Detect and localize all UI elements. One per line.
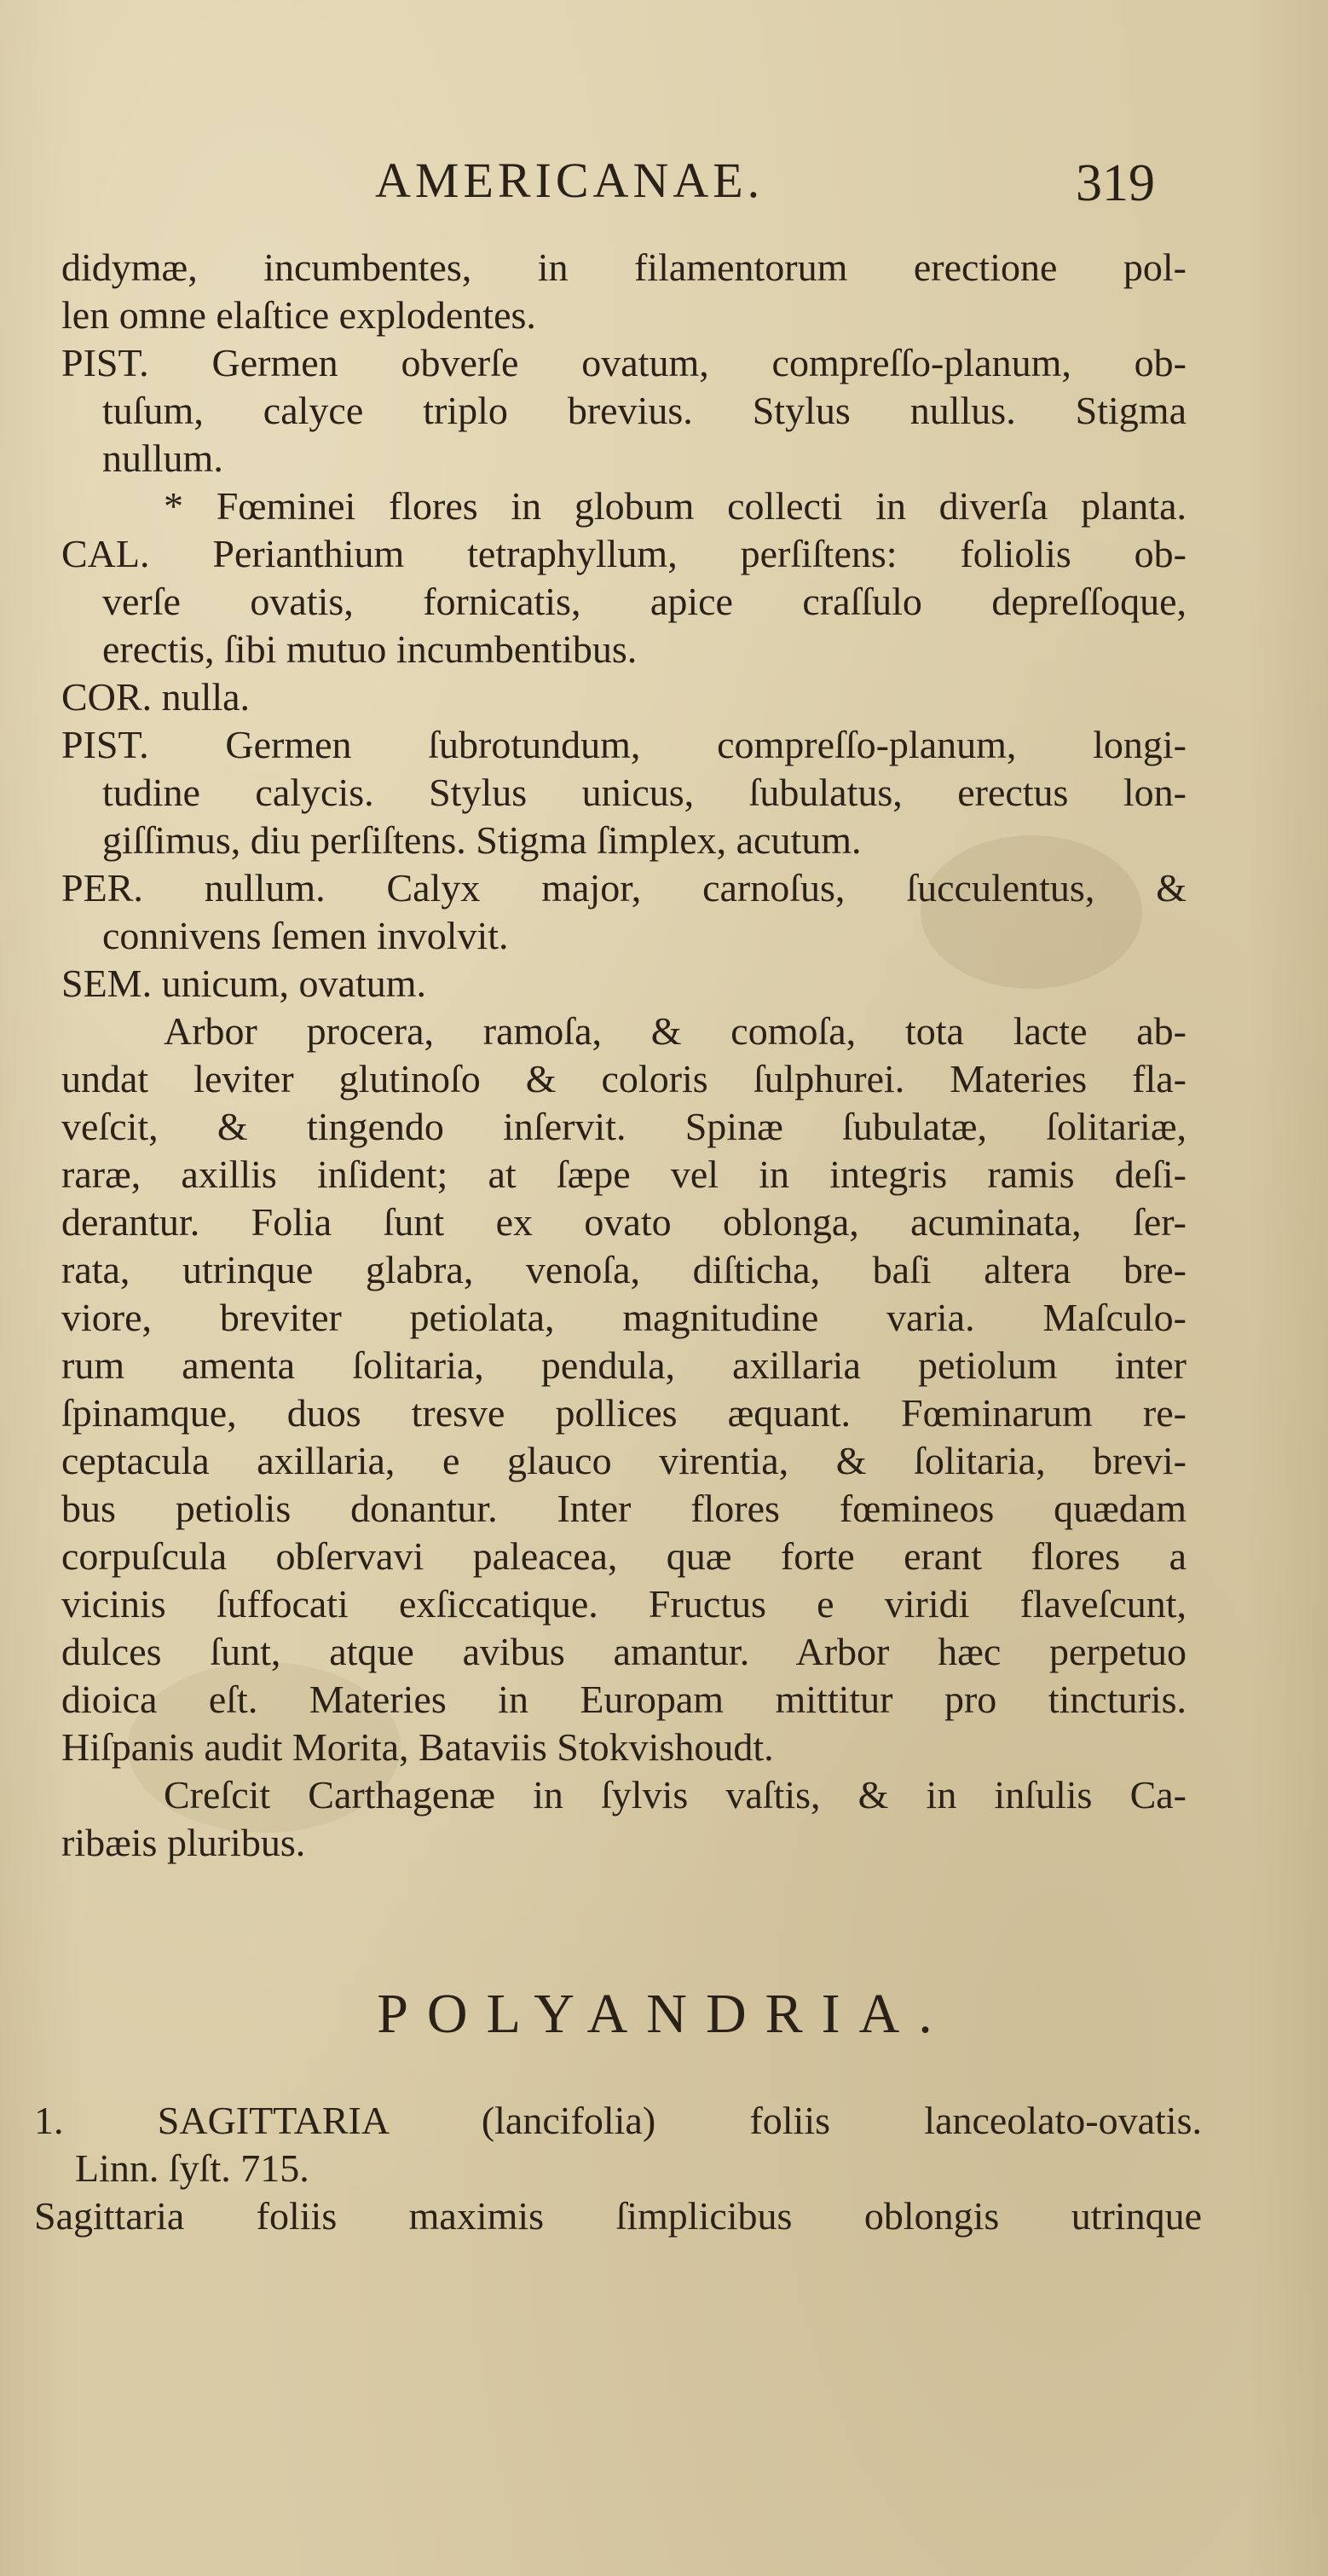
text-line: PER. nullum. Calyx major, carnoſus, ſucculentus, &: [61, 866, 1187, 910]
text-line: verſe ovatis, fornicatis, apice craſſulo depreſſoque,: [102, 580, 1187, 623]
text-line: ceptacula axillaria, e glauco virentia, & ſolitaria, brevi-: [61, 1439, 1187, 1482]
text-line: vicinis ſuffocati exſiccatique. Fructus e viridi flaveſcunt,: [61, 1582, 1187, 1626]
text-line: 1. SAGITTARIA (lancifolia) foliis lanceolato-ovatis.: [34, 2099, 1202, 2142]
text-line: connivens ſemen involvit.: [102, 914, 509, 957]
text-line: rum amenta ſolitaria, pendula, axillaria petiolum inter: [61, 1343, 1187, 1387]
text-line: corpuſcula obſervavi paleacea, quæ forte erant flores a: [61, 1534, 1187, 1578]
text-line: nullum.: [102, 436, 223, 480]
text-line: erectis, ſibi mutuo incumbentibus.: [102, 627, 638, 671]
text-line: tudine calycis. Stylus unicus, ſubulatus, erectus lon-: [102, 771, 1187, 814]
page-header: [0, 143, 1328, 220]
text-line: derantur. Folia ſunt ex ovato oblonga, acuminata, ſer-: [61, 1200, 1187, 1244]
text-line: didymæ, incumbentes, in filamentorum erectione pol-: [61, 245, 1187, 289]
text-line: ribæis pluribus.: [61, 1821, 306, 1864]
text-line: Arbor procera, ramoſa, & comoſa, tota lacte ab-: [164, 1009, 1187, 1053]
text-line: undat leviter glutinoſo & coloris ſulphurei. Materies fla-: [61, 1057, 1187, 1100]
text-line: ſpinamque, duos tresve pollices æquant. Fœminarum re-: [61, 1391, 1187, 1435]
text-line: veſcit, & tingendo inſervit. Spinæ ſubulatæ, ſolitariæ,: [61, 1105, 1187, 1148]
text-line: Sagittaria foliis maximis ſimplicibus oblongis utrinque: [34, 2194, 1202, 2238]
text-line: bus petiolis donantur. Inter flores fœmineos quædam: [61, 1487, 1187, 1530]
section-title: POLYANDRIA.: [377, 1983, 951, 2045]
text-line: len omne elaſtice explodentes.: [61, 293, 536, 337]
text-line: Linn. ſyſt. 715.: [75, 2146, 309, 2190]
text-line: giſſimus, diu perſiſtens. Stigma ſimplex, acutum.: [102, 818, 862, 862]
text-line: rata, utrinque glabra, venoſa, diſticha, baſi altera bre-: [61, 1248, 1187, 1291]
text-line: dioica eſt. Materies in Europam mittitur pro tincturis.: [61, 1678, 1187, 1721]
text-line: Hiſpanis audit Morita, Bataviis Stokvishoudt.: [61, 1725, 774, 1769]
species-entry: [34, 2097, 1202, 2240]
text-line: COR. nulla.: [61, 675, 251, 719]
text-line: Creſcit Carthagenæ in ſylvis vaſtis, & in inſulis Ca-: [164, 1773, 1187, 1816]
text-line: CAL. Perianthium tetraphyllum, perſiſtens: foliolis ob-: [61, 532, 1187, 575]
text-line: PIST. Germen obverſe ovatum, compreſſo-planum, ob-: [61, 341, 1187, 384]
body-text: [61, 244, 1187, 1867]
text-line: SEM. unicum, ovatum.: [61, 962, 427, 1005]
text-line: * Fœminei flores in globum collecti in diverſa planta.: [164, 484, 1187, 528]
text-line: tuſum, calyce triplo brevius. Stylus nullus. Stigma: [102, 389, 1187, 432]
text-line: viore, breviter petiolata, magnitudine varia. Maſculo-: [61, 1296, 1187, 1339]
running-title: AMERICANAE.: [375, 153, 765, 208]
page-number: 319: [1076, 154, 1155, 212]
text-line: PIST. Germen ſubrotundum, compreſſo-planum, longi-: [61, 723, 1187, 766]
text-line: raræ, axillis inſident; at ſæpe vel in integris ramis deſi-: [61, 1152, 1187, 1196]
text-line: dulces ſunt, atque avibus amantur. Arbor hæc perpetuo: [61, 1630, 1187, 1673]
